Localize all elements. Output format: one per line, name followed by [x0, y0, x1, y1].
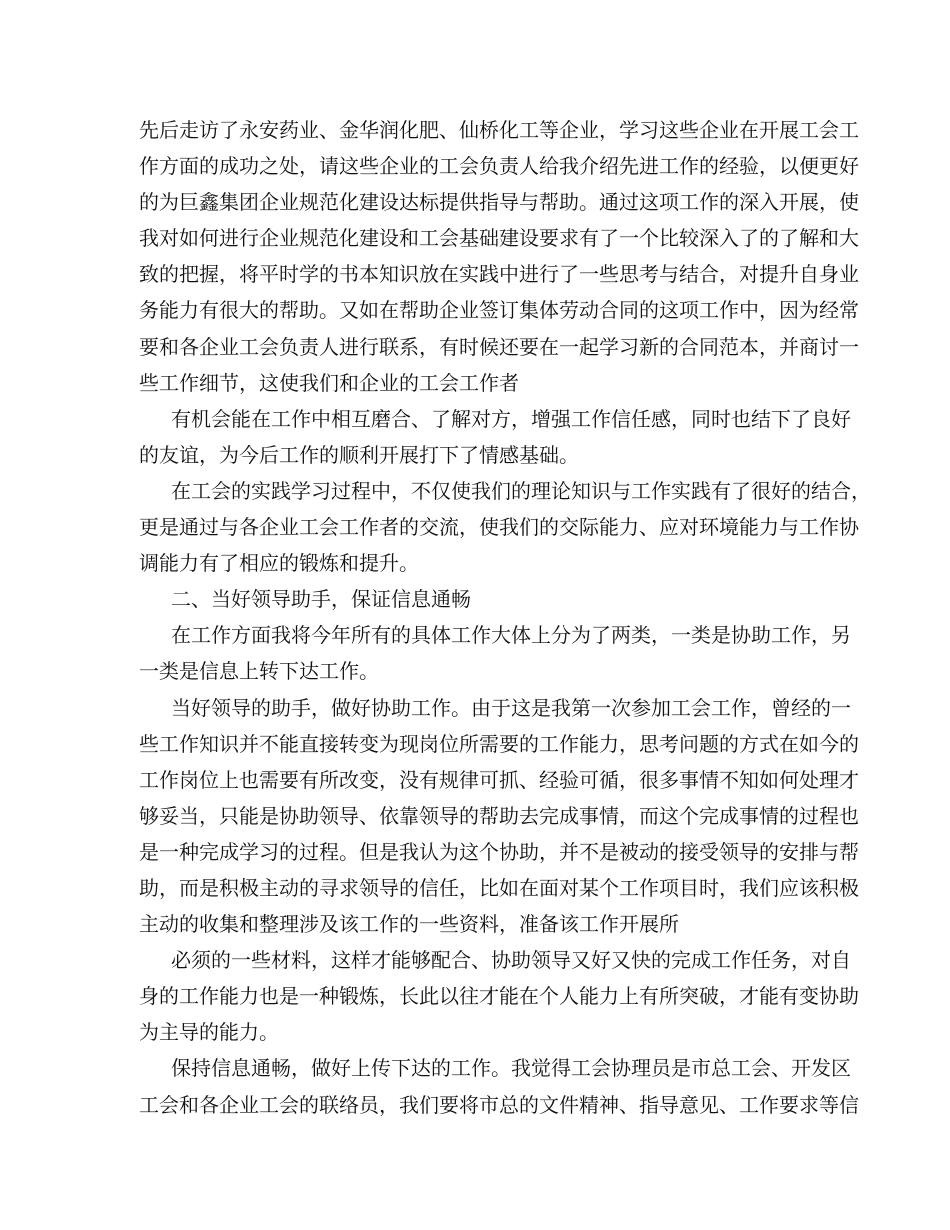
text-line: 些工作知识并不能直接转变为现岗位所需要的工作能力，思考问题的方式在如今的	[139, 731, 859, 756]
text-line: 当好领导的助手，做好协助工作。由于这是我第一次参加工会工作，曾经的一	[171, 695, 851, 720]
text-line: 必须的一些材料，这样才能够配合、协助领导又好又快的完成工作任务，对自	[171, 948, 851, 973]
text-line: 我对如何进行企业规范化建设和工会基础建设要求有了一个比较深入了的了解和大	[139, 226, 859, 251]
text-line: 在工作方面我将今年所有的具体工作大体上分为了两类，一类是协助工作，另	[171, 623, 851, 648]
text-line: 要和各企业工会负责人进行联系，有时候还要在一起学习新的合同范本，并商讨一	[139, 334, 859, 359]
document-body	[139, 112, 871, 1123]
text-line: 在工会的实践学习过程中，不仅使我们的理论知识与工作实践有了很好的结合，	[171, 478, 871, 503]
text-line: 调能力有了相应的锻炼和提升。	[139, 551, 419, 576]
text-line: 先后走访了永安药业、金华润化肥、仙桥化工等企业，学习这些企业在开展工会工	[139, 118, 859, 142]
text-line: 些工作细节，这使我们和企业的工会工作者	[139, 370, 519, 395]
text-line: 更是通过与各企业工会工作者的交流，使我们的交际能力、应对环境能力与工作协	[139, 515, 859, 540]
text-line: 有机会能在工作中相互磨合、了解对方，增强工作信任感，同时也结下了良好	[171, 406, 851, 431]
text-line: 为主导的能力。	[139, 1020, 279, 1045]
text-line: 致的把握，将平时学的书本知识放在实践中进行了一些思考与结合，对提升自身业	[139, 262, 859, 287]
text-line: 一类是信息上转下达工作。	[139, 659, 379, 684]
text-line: 是一种完成学习的过程。但是我认为这个协助，并不是被动的接受领导的安排与帮	[139, 839, 859, 864]
text-line: 主动的收集和整理涉及该工作的一些资料，准备该工作开展所	[139, 912, 679, 937]
text-line: 保持信息通畅，做好上传下达的工作。我觉得工会协理员是市总工会、开发区	[171, 1056, 851, 1081]
text-line: 工作岗位上也需要有所改变，没有规律可抓、经验可循，很多事情不知如何处理才	[139, 767, 859, 792]
text-line: 工会和各企业工会的联络员，我们要将市总的文件精神、指导意见、工作要求等信	[139, 1092, 859, 1117]
text-line: 身的工作能力也是一种锻炼，长此以往才能在个人能力上有所突破，才能有变协助	[139, 984, 859, 1009]
text-line: 助，而是积极主动的寻求领导的信任，比如在面对某个工作项目时，我们应该积极	[139, 875, 859, 900]
text-line: 够妥当，只能是协助领导、依靠领导的帮助去完成事情，而这个完成事情的过程也	[139, 803, 859, 828]
text-line: 作方面的成功之处，请这些企业的工会负责人给我介绍先进工作的经验，以便更好	[139, 154, 859, 179]
text-line: 的友谊，为今后工作的顺利开展打下了情感基础。	[139, 442, 579, 467]
text-line: 务能力有很大的帮助。又如在帮助企业签订集体劳动合同的这项工作中，因为经常	[139, 298, 859, 323]
text-line: 的为巨鑫集团企业规范化建设达标提供指导与帮助。通过这项工作的深入开展，使	[139, 190, 859, 215]
text-line: 二、当好领导助手，保证信息通畅	[171, 587, 471, 612]
